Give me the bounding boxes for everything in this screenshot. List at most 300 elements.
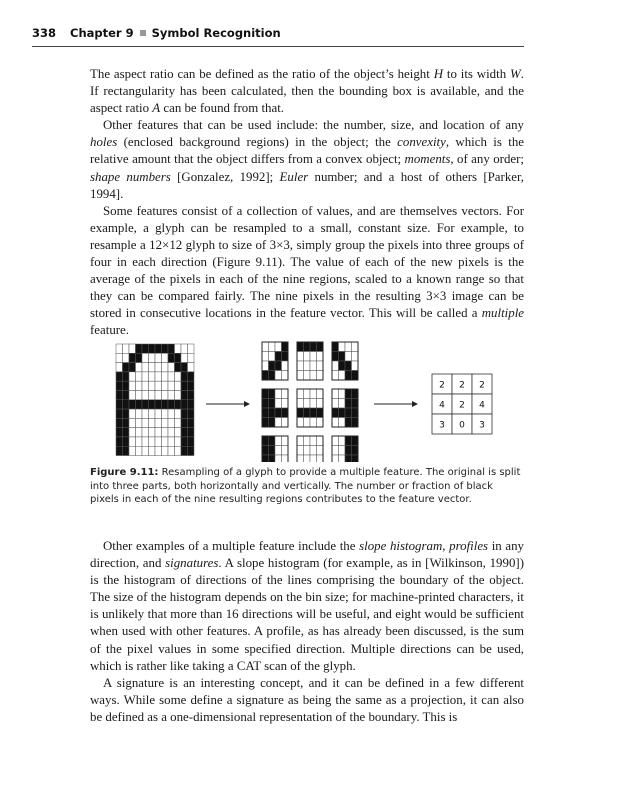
glyph-pixel (155, 390, 162, 399)
text-run: number; and a host of others [Parker, 1994]. (90, 169, 524, 201)
glyph-pixel (129, 400, 136, 409)
glyph-pixel (142, 344, 149, 353)
split-pixel (304, 436, 311, 446)
split-pixel (297, 389, 304, 399)
glyph-pixel (175, 353, 182, 362)
glyph-pixel (155, 428, 162, 437)
split-pixel (304, 418, 311, 428)
split-pixel (269, 408, 276, 418)
split-pixel (332, 361, 339, 371)
split-pixel (297, 436, 304, 446)
text-run: , of any order; (450, 152, 524, 167)
glyph-pixel (168, 409, 175, 418)
glyph-pixel (162, 381, 169, 390)
arrow-1 (206, 401, 250, 407)
glyph-pixel (175, 418, 182, 427)
glyph-pixel (123, 390, 130, 399)
split-pixel (297, 455, 304, 462)
glyph-pixel (181, 344, 188, 353)
matrix-value: 2 (459, 380, 465, 391)
glyph-pixel (129, 418, 136, 427)
split-pixel (339, 418, 346, 428)
figure-caption (90, 466, 524, 507)
glyph-pixel (168, 353, 175, 362)
split-pixel (262, 436, 269, 446)
matrix-value: 2 (439, 380, 445, 391)
glyph-pixel (116, 390, 123, 399)
split-pixel (352, 342, 359, 352)
glyph-pixel (155, 363, 162, 372)
split-pixel (269, 436, 276, 446)
split-pixel (332, 371, 339, 381)
split-pixel (282, 361, 289, 371)
glyph-pixel (136, 381, 143, 390)
split-pixel (332, 408, 339, 418)
glyph-pixel (188, 446, 195, 455)
glyph-pixel (123, 418, 130, 427)
glyph-pixel (168, 428, 175, 437)
glyph-pixel (155, 372, 162, 381)
page-number: 338 (32, 26, 57, 40)
split-pixel (297, 418, 304, 428)
glyph-pixel (162, 344, 169, 353)
split-pixel (262, 418, 269, 428)
split-pixel (304, 455, 311, 462)
split-pixel (304, 371, 311, 381)
text-run: to its width (443, 67, 511, 81)
split-pixel (310, 455, 317, 462)
text-run: (enclosed background regions) in the object; the (117, 135, 398, 150)
split-pixel (310, 342, 317, 352)
glyph-pixel (149, 437, 156, 446)
caption-label: Figure 9.11: (90, 467, 159, 478)
glyph-pixel (149, 400, 156, 409)
text-run: A signature is an interesting concept, and it can be defined in a few different ways. While some define a signature as being the same as a projection, it can also be defined as a one-dimensional representation of the boundary. This is (90, 675, 524, 724)
split-pixel (297, 399, 304, 409)
split-pixel (262, 399, 269, 409)
glyph-pixel (168, 446, 175, 455)
split-pixel (275, 342, 282, 352)
glyph-pixel (162, 437, 169, 446)
glyph-pixel (123, 344, 130, 353)
emphasis-text: moments (404, 152, 451, 167)
glyph-pixel (116, 363, 123, 372)
split-pixel (275, 446, 282, 456)
glyph-pixel (175, 381, 182, 390)
text-run: Other features that can be used include: the number, size, and location of any (103, 118, 524, 133)
split-pixel (352, 361, 359, 371)
split-pixel (339, 389, 346, 399)
glyph-pixel (181, 428, 188, 437)
split-pixel (269, 361, 276, 371)
glyph-pixel (123, 428, 130, 437)
glyph-pixel (175, 372, 182, 381)
split-pixel (345, 361, 352, 371)
glyph-pixel (188, 381, 195, 390)
split-pixel (304, 361, 311, 371)
split-pixel (262, 389, 269, 399)
glyph-pixel (142, 446, 149, 455)
glyph-pixel (181, 353, 188, 362)
glyph-pixel (116, 409, 123, 418)
glyph-pixel (168, 344, 175, 353)
glyph-pixel (188, 400, 195, 409)
glyph-pixel (175, 428, 182, 437)
glyph-pixel (142, 353, 149, 362)
chapter-title: Symbol Recognition (151, 26, 281, 40)
emphasis-text: profiles (449, 539, 489, 553)
glyph-pixel (181, 418, 188, 427)
split-pixel (345, 408, 352, 418)
emphasis-text: multiple (481, 306, 524, 321)
split-pixel (310, 436, 317, 446)
header-separator (140, 30, 146, 36)
glyph-pixel (162, 353, 169, 362)
glyph-pixel (136, 372, 143, 381)
paragraph (90, 66, 524, 117)
split-pixel (262, 455, 269, 462)
glyph-pixel (129, 428, 136, 437)
glyph-pixel (142, 437, 149, 446)
split-pixel (262, 361, 269, 371)
glyph-pixel (162, 428, 169, 437)
glyph-pixel (168, 437, 175, 446)
glyph-pixel (175, 390, 182, 399)
glyph-pixel (123, 372, 130, 381)
glyph-pixel (116, 400, 123, 409)
split-pixel (262, 446, 269, 456)
glyph-pixel (123, 437, 130, 446)
split-pixel (269, 418, 276, 428)
split-pixel (262, 352, 269, 362)
glyph-pixel (116, 418, 123, 427)
split-pixel (310, 399, 317, 409)
split-pixel (310, 418, 317, 428)
split-pixel (339, 371, 346, 381)
glyph-pixel (188, 418, 195, 427)
glyph-pixel (149, 446, 156, 455)
original-glyph (116, 344, 194, 456)
glyph-pixel (129, 363, 136, 372)
split-pixel (297, 352, 304, 362)
split-pixel (282, 455, 289, 462)
paragraph (90, 675, 524, 726)
glyph-pixel (149, 390, 156, 399)
split-pixel (317, 389, 324, 399)
glyph-pixel (142, 381, 149, 390)
split-pixel (282, 389, 289, 399)
glyph-pixel (188, 437, 195, 446)
split-pixel (269, 389, 276, 399)
glyph-pixel (116, 381, 123, 390)
glyph-pixel (188, 409, 195, 418)
glyph-pixel (136, 418, 143, 427)
split-pixel (275, 455, 282, 462)
split-pixel (352, 418, 359, 428)
emphasis-text: convexity (397, 135, 446, 150)
glyph-pixel (136, 446, 143, 455)
split-pixel (282, 446, 289, 456)
split-pixel (317, 408, 324, 418)
split-pixel (332, 399, 339, 409)
text-run: feature. (90, 323, 129, 338)
split-pixel (275, 361, 282, 371)
glyph-pixel (129, 446, 136, 455)
split-pixel (345, 371, 352, 381)
glyph-pixel (155, 437, 162, 446)
split-pixel (269, 352, 276, 362)
split-pixel (310, 371, 317, 381)
split-pixel (339, 361, 346, 371)
glyph-pixel (162, 363, 169, 372)
split-pixel (339, 342, 346, 352)
text-run: The aspect ratio can be defined as the ratio of the object’s height (90, 67, 434, 81)
glyph-pixel (142, 390, 149, 399)
split-pixel (275, 371, 282, 381)
split-pixel (317, 342, 324, 352)
split-pixel (317, 399, 324, 409)
split-pixel (275, 418, 282, 428)
glyph-pixel (162, 400, 169, 409)
split-pixel (262, 408, 269, 418)
glyph-pixel (181, 446, 188, 455)
split-pixel (275, 408, 282, 418)
glyph-pixel (175, 409, 182, 418)
glyph-pixel (168, 363, 175, 372)
paragraph (90, 538, 524, 675)
split-pixel (352, 446, 359, 456)
split-pixel (304, 352, 311, 362)
split-pixel (332, 436, 339, 446)
glyph-pixel (129, 381, 136, 390)
split-pixel (339, 446, 346, 456)
split-pixel (304, 399, 311, 409)
glyph-pixel (162, 409, 169, 418)
glyph-pixel (181, 409, 188, 418)
split-pixel (269, 446, 276, 456)
running-header (32, 26, 524, 47)
text-run: . A slope histogram (for example, as in [Wilkinson, 1990]) is the histogram of directions of the lines comprising the boundary of the object. The size of the histogram depends on the bin size; for machine-printed characters, it is unlikely that more than 16 directions will be useful, and eight would be sufficient when used with other features. A profile, as has already been discussed, is the sum of the pixel values in some specified direction. Multiple directions can be used, which is rather like taking a CAT scan of the glyph. (90, 556, 524, 673)
split-pixel (339, 436, 346, 446)
matrix-value: 4 (439, 400, 445, 411)
split-pixel (345, 352, 352, 362)
split-pixel (317, 352, 324, 362)
split-pixel (297, 408, 304, 418)
feature-matrix (432, 374, 492, 434)
glyph-pixel (142, 400, 149, 409)
glyph-pixel (129, 344, 136, 353)
glyph-pixel (123, 353, 130, 362)
glyph-pixel (168, 381, 175, 390)
split-pixel (352, 371, 359, 381)
split-pixel (317, 371, 324, 381)
figure-9-11 (112, 340, 502, 462)
glyph-pixel (142, 418, 149, 427)
glyph-pixel (149, 418, 156, 427)
split-pixel (275, 352, 282, 362)
glyph-pixel (175, 446, 182, 455)
split-pixel (297, 371, 304, 381)
split-pixel (269, 399, 276, 409)
emphasis-text: W (510, 67, 521, 81)
split-pixel (310, 389, 317, 399)
split-pixel (310, 352, 317, 362)
split-pixel (332, 342, 339, 352)
glyph-pixel (129, 372, 136, 381)
glyph-pixel (123, 381, 130, 390)
glyph-pixel (155, 353, 162, 362)
glyph-pixel (142, 363, 149, 372)
glyph-pixel (175, 344, 182, 353)
glyph-pixel (142, 428, 149, 437)
glyph-pixel (162, 446, 169, 455)
glyph-pixel (155, 400, 162, 409)
glyph-pixel (188, 353, 195, 362)
emphasis-text: A (152, 101, 161, 116)
glyph-pixel (149, 428, 156, 437)
glyph-pixel (149, 344, 156, 353)
glyph-pixel (181, 400, 188, 409)
split-pixel (317, 455, 324, 462)
split-glyph (262, 342, 358, 462)
emphasis-text: holes (90, 135, 118, 150)
glyph-pixel (188, 390, 195, 399)
split-pixel (310, 408, 317, 418)
matrix-value: 0 (459, 420, 465, 431)
glyph-pixel (175, 437, 182, 446)
chapter-label: Chapter 9 (70, 26, 134, 40)
glyph-pixel (142, 409, 149, 418)
glyph-pixel (188, 372, 195, 381)
text-run: [Gonzalez, 1992]; (170, 169, 280, 184)
split-pixel (352, 408, 359, 418)
glyph-pixel (155, 344, 162, 353)
split-pixel (317, 446, 324, 456)
glyph-pixel (188, 428, 195, 437)
matrix-value: 2 (459, 400, 465, 411)
text-run: Other examples of a multiple feature include the (103, 539, 360, 553)
glyph-pixel (162, 418, 169, 427)
paragraph (90, 203, 524, 340)
split-pixel (332, 389, 339, 399)
split-pixel (317, 418, 324, 428)
split-pixel (345, 418, 352, 428)
split-pixel (352, 399, 359, 409)
split-pixel (304, 389, 311, 399)
split-pixel (269, 342, 276, 352)
matrix-value: 3 (439, 420, 445, 431)
split-pixel (352, 455, 359, 462)
glyph-pixel (181, 390, 188, 399)
split-pixel (269, 455, 276, 462)
glyph-pixel (188, 363, 195, 372)
glyph-pixel (136, 344, 143, 353)
glyph-pixel (116, 428, 123, 437)
split-pixel (345, 389, 352, 399)
split-pixel (304, 446, 311, 456)
split-pixel (275, 399, 282, 409)
body-text-bottom (90, 538, 524, 726)
glyph-pixel (162, 372, 169, 381)
glyph-pixel (116, 437, 123, 446)
glyph-pixel (175, 363, 182, 372)
split-pixel (262, 342, 269, 352)
glyph-pixel (168, 372, 175, 381)
split-pixel (317, 436, 324, 446)
split-pixel (339, 399, 346, 409)
split-pixel (352, 389, 359, 399)
glyph-pixel (149, 363, 156, 372)
arrow-2 (374, 401, 418, 407)
glyph-pixel (149, 409, 156, 418)
emphasis-text: shape numbers (90, 169, 171, 184)
split-pixel (352, 436, 359, 446)
split-pixel (297, 446, 304, 456)
caption-text: Resampling of a glyph to provide a multiple feature. The original is split into three parts, both horizontally and vertically. The number or fraction of black pixels in each of the nine resulting regions contributes to the feature vector. (90, 467, 521, 506)
glyph-pixel (129, 409, 136, 418)
split-pixel (275, 436, 282, 446)
split-pixel (345, 455, 352, 462)
glyph-pixel (116, 372, 123, 381)
split-pixel (304, 408, 311, 418)
split-pixel (269, 371, 276, 381)
emphasis-text: signatures (165, 556, 219, 571)
text-run: Some features consist of a collection of values, and are themselves vectors. For example, a glyph can be resampled to a small, constant size. For example, to resample a 12×12 glyph to size of 3×3, simply group the pixels into three groups of four in each direction (Figure 9.11). The value of each of the new pixels is the average of the pixels in each of the nine regions, scaled to a known range so that they can be compared fairly. The nine pixels in the resulting 3×3 image can be stored in consecutive locations in the feature vector. This will be called a (90, 203, 524, 321)
glyph-pixel (155, 446, 162, 455)
glyph-pixel (168, 418, 175, 427)
glyph-pixel (155, 418, 162, 427)
split-pixel (332, 455, 339, 462)
emphasis-text: H (433, 67, 443, 81)
text-run: . If rectangularity has been calculated, then the bounding box is available, and the aspect ratio (90, 67, 524, 116)
glyph-pixel (136, 353, 143, 362)
glyph-pixel (123, 400, 130, 409)
glyph-pixel (168, 400, 175, 409)
split-pixel (345, 436, 352, 446)
glyph-pixel (116, 344, 123, 353)
matrix-value: 3 (479, 420, 485, 431)
glyph-pixel (181, 437, 188, 446)
glyph-pixel (123, 363, 130, 372)
split-pixel (282, 342, 289, 352)
split-pixel (310, 361, 317, 371)
split-pixel (282, 408, 289, 418)
split-pixel (345, 342, 352, 352)
split-pixel (282, 352, 289, 362)
split-pixel (297, 342, 304, 352)
split-pixel (339, 352, 346, 362)
split-pixel (282, 418, 289, 428)
split-pixel (332, 418, 339, 428)
split-pixel (310, 446, 317, 456)
split-pixel (262, 371, 269, 381)
glyph-pixel (129, 390, 136, 399)
emphasis-text: slope histogram (359, 539, 443, 553)
glyph-pixel (136, 390, 143, 399)
emphasis-text: Euler (279, 169, 309, 184)
glyph-pixel (188, 344, 195, 353)
glyph-pixel (168, 390, 175, 399)
matrix-value: 2 (479, 380, 485, 391)
glyph-pixel (181, 363, 188, 372)
glyph-pixel (136, 428, 143, 437)
glyph-pixel (129, 353, 136, 362)
split-pixel (304, 342, 311, 352)
glyph-pixel (129, 437, 136, 446)
split-pixel (317, 361, 324, 371)
split-pixel (352, 352, 359, 362)
glyph-pixel (149, 353, 156, 362)
